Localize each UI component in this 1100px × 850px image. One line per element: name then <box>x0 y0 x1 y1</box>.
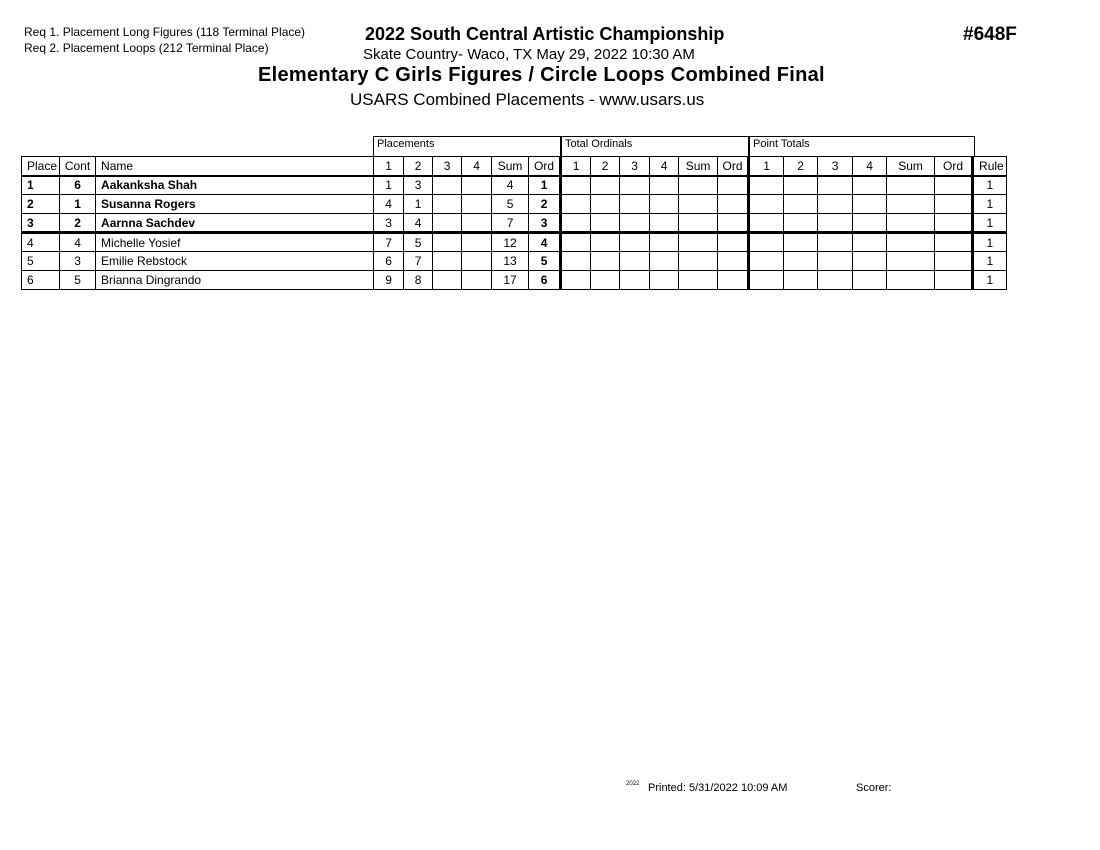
requirement-1: Req 1. Placement Long Figures (118 Terminal Place) <box>24 25 306 39</box>
column-header: 3 <box>620 157 650 176</box>
placement-ordinal-cell: 6 <box>529 271 561 290</box>
placement-4-cell <box>462 176 492 195</box>
placement-ordinal-cell: 1 <box>529 176 561 195</box>
total-ordinal-sum-cell <box>679 252 718 271</box>
column-header: Sum <box>679 157 718 176</box>
column-header: 2 <box>591 157 620 176</box>
placement-1-cell: 4 <box>374 195 404 214</box>
column-header: 4 <box>650 157 679 176</box>
rule-cell: 1 <box>973 214 1007 233</box>
table-header-row <box>22 157 1007 176</box>
rule-cell: 1 <box>973 252 1007 271</box>
placement-4-cell <box>462 195 492 214</box>
placement-2-cell: 4 <box>404 214 433 233</box>
placement-1-cell: 3 <box>374 214 404 233</box>
point-total-1-cell <box>749 176 784 195</box>
total-ordinal-4-cell <box>650 176 679 195</box>
total-ordinal-4-cell <box>650 195 679 214</box>
point-total-3-cell <box>818 214 853 233</box>
point-total-ord-cell <box>935 176 973 195</box>
point-total-3-cell <box>818 271 853 290</box>
contestant-number-cell: 4 <box>60 233 96 252</box>
total-ordinal-2-cell <box>591 233 620 252</box>
placement-2-cell: 3 <box>404 176 433 195</box>
contestant-number-cell: 1 <box>60 195 96 214</box>
total-ordinal-3-cell <box>620 271 650 290</box>
placement-1-cell: 1 <box>374 176 404 195</box>
total-ordinal-ord-cell <box>718 214 749 233</box>
total-ordinal-3-cell <box>620 214 650 233</box>
total-ordinal-4-cell <box>650 271 679 290</box>
column-header: Place <box>22 157 60 176</box>
skater-name-cell: Emilie Rebstock <box>96 252 374 271</box>
point-total-ord-cell <box>935 233 973 252</box>
placement-sum-cell: 5 <box>492 195 529 214</box>
total-ordinal-1-cell <box>561 176 591 195</box>
point-total-2-cell <box>784 271 818 290</box>
column-header: Ord <box>935 157 973 176</box>
placement-2-cell: 5 <box>404 233 433 252</box>
scorer-label: Scorer: <box>856 782 892 794</box>
skater-name-cell: Brianna Dingrando <box>96 271 374 290</box>
total-ordinal-2-cell <box>591 195 620 214</box>
point-total-sum-cell <box>887 271 935 290</box>
point-total-1-cell <box>749 214 784 233</box>
point-total-3-cell <box>818 252 853 271</box>
point-total-sum-cell <box>887 252 935 271</box>
footer-mark: 2022 <box>626 781 640 787</box>
point-total-3-cell <box>818 176 853 195</box>
placement-ordinal-cell: 5 <box>529 252 561 271</box>
total-ordinal-sum-cell <box>679 214 718 233</box>
point-total-4-cell <box>853 233 887 252</box>
placement-3-cell <box>433 214 462 233</box>
rule-cell: 1 <box>973 176 1007 195</box>
total-ordinal-sum-cell <box>679 233 718 252</box>
point-total-ord-cell <box>935 195 973 214</box>
point-total-4-cell <box>853 252 887 271</box>
total-ordinal-ord-cell <box>718 195 749 214</box>
column-header: Rule <box>973 157 1007 176</box>
point-total-2-cell <box>784 214 818 233</box>
contestant-number-cell: 3 <box>60 252 96 271</box>
placement-4-cell <box>462 233 492 252</box>
column-header: 3 <box>818 157 853 176</box>
point-total-1-cell <box>749 233 784 252</box>
point-total-4-cell <box>853 176 887 195</box>
placement-1-cell: 6 <box>374 252 404 271</box>
total-ordinal-ord-cell <box>718 176 749 195</box>
skater-name-cell: Michelle Yosief <box>96 233 374 252</box>
placement-4-cell <box>462 252 492 271</box>
column-header: 2 <box>404 157 433 176</box>
table-row <box>22 176 1007 195</box>
point-total-sum-cell <box>887 176 935 195</box>
place-cell: 2 <box>22 195 60 214</box>
total-ordinal-4-cell <box>650 214 679 233</box>
column-header: Ord <box>718 157 749 176</box>
placement-3-cell <box>433 176 462 195</box>
placement-ordinal-cell: 4 <box>529 233 561 252</box>
event-venue-date: Skate Country- Waco, TX May 29, 2022 10:30 AM <box>363 46 695 63</box>
point-total-4-cell <box>853 195 887 214</box>
requirement-2: Req 2. Placement Loops (212 Terminal Place) <box>24 41 269 55</box>
printed-timestamp: Printed: 5/31/2022 10:09 AM <box>648 782 788 794</box>
total-ordinal-3-cell <box>620 233 650 252</box>
placement-3-cell <box>433 252 462 271</box>
placement-4-cell <box>462 214 492 233</box>
placement-2-cell: 8 <box>404 271 433 290</box>
total-ordinal-4-cell <box>650 233 679 252</box>
point-total-2-cell <box>784 176 818 195</box>
total-ordinal-1-cell <box>561 195 591 214</box>
table-row <box>22 214 1007 233</box>
group-header-placements: Placements <box>373 136 561 156</box>
skater-name-cell: Aarnna Sachdev <box>96 214 374 233</box>
column-header: 4 <box>462 157 492 176</box>
results-table <box>21 156 1007 290</box>
total-ordinal-3-cell <box>620 252 650 271</box>
table-row <box>22 195 1007 214</box>
placement-2-cell: 1 <box>404 195 433 214</box>
place-cell: 4 <box>22 233 60 252</box>
total-ordinal-ord-cell <box>718 271 749 290</box>
point-total-2-cell <box>784 195 818 214</box>
point-total-sum-cell <box>887 233 935 252</box>
placement-2-cell: 7 <box>404 252 433 271</box>
point-total-1-cell <box>749 252 784 271</box>
rule-cell: 1 <box>973 233 1007 252</box>
contestant-number-cell: 2 <box>60 214 96 233</box>
group-header-total-ordinals: Total Ordinals <box>561 136 749 156</box>
total-ordinal-ord-cell <box>718 252 749 271</box>
point-total-ord-cell <box>935 271 973 290</box>
total-ordinal-2-cell <box>591 252 620 271</box>
total-ordinal-1-cell <box>561 214 591 233</box>
event-title: 2022 South Central Artistic Championship <box>365 24 725 44</box>
total-ordinal-2-cell <box>591 176 620 195</box>
total-ordinal-2-cell <box>591 271 620 290</box>
column-header: Sum <box>887 157 935 176</box>
point-total-3-cell <box>818 195 853 214</box>
point-total-ord-cell <box>935 214 973 233</box>
column-header: Sum <box>492 157 529 176</box>
total-ordinal-2-cell <box>591 214 620 233</box>
placement-ordinal-cell: 3 <box>529 214 561 233</box>
placement-sum-cell: 17 <box>492 271 529 290</box>
column-header: 2 <box>784 157 818 176</box>
skater-name-cell: Aakanksha Shah <box>96 176 374 195</box>
table-row <box>22 233 1007 252</box>
total-ordinal-sum-cell <box>679 271 718 290</box>
page-subtitle: USARS Combined Placements - www.usars.us <box>350 90 705 109</box>
total-ordinal-sum-cell <box>679 195 718 214</box>
placement-3-cell <box>433 271 462 290</box>
placement-ordinal-cell: 2 <box>529 195 561 214</box>
column-header: 3 <box>433 157 462 176</box>
total-ordinal-ord-cell <box>718 233 749 252</box>
column-header: Ord <box>529 157 561 176</box>
column-header: 1 <box>374 157 404 176</box>
skater-name-cell: Susanna Rogers <box>96 195 374 214</box>
total-ordinal-3-cell <box>620 176 650 195</box>
column-header: Name <box>96 157 374 176</box>
rule-cell: 1 <box>973 271 1007 290</box>
placement-sum-cell: 4 <box>492 176 529 195</box>
column-header: 4 <box>853 157 887 176</box>
total-ordinal-3-cell <box>620 195 650 214</box>
point-total-sum-cell <box>887 214 935 233</box>
column-header: 1 <box>749 157 784 176</box>
column-header: 1 <box>561 157 591 176</box>
placement-3-cell <box>433 195 462 214</box>
total-ordinal-1-cell <box>561 252 591 271</box>
placement-sum-cell: 7 <box>492 214 529 233</box>
point-total-3-cell <box>818 233 853 252</box>
total-ordinal-4-cell <box>650 252 679 271</box>
event-number: #648F <box>963 24 1017 45</box>
total-ordinal-sum-cell <box>679 176 718 195</box>
contestant-number-cell: 5 <box>60 271 96 290</box>
place-cell: 1 <box>22 176 60 195</box>
place-cell: 6 <box>22 271 60 290</box>
placement-sum-cell: 12 <box>492 233 529 252</box>
point-total-1-cell <box>749 195 784 214</box>
placement-1-cell: 7 <box>374 233 404 252</box>
point-total-ord-cell <box>935 252 973 271</box>
total-ordinal-1-cell <box>561 271 591 290</box>
placement-3-cell <box>433 233 462 252</box>
place-cell: 5 <box>22 252 60 271</box>
total-ordinal-1-cell <box>561 233 591 252</box>
place-cell: 3 <box>22 214 60 233</box>
contestant-number-cell: 6 <box>60 176 96 195</box>
placement-sum-cell: 13 <box>492 252 529 271</box>
table-row <box>22 252 1007 271</box>
point-total-1-cell <box>749 271 784 290</box>
rule-cell: 1 <box>973 195 1007 214</box>
point-total-2-cell <box>784 233 818 252</box>
point-total-4-cell <box>853 271 887 290</box>
table-row <box>22 271 1007 290</box>
point-total-sum-cell <box>887 195 935 214</box>
column-header: Cont <box>60 157 96 176</box>
page-title: Elementary C Girls Figures / Circle Loops Combined Final <box>258 64 825 86</box>
point-total-2-cell <box>784 252 818 271</box>
placement-1-cell: 9 <box>374 271 404 290</box>
group-header-point-totals: Point Totals <box>749 136 975 156</box>
placement-4-cell <box>462 271 492 290</box>
point-total-4-cell <box>853 214 887 233</box>
